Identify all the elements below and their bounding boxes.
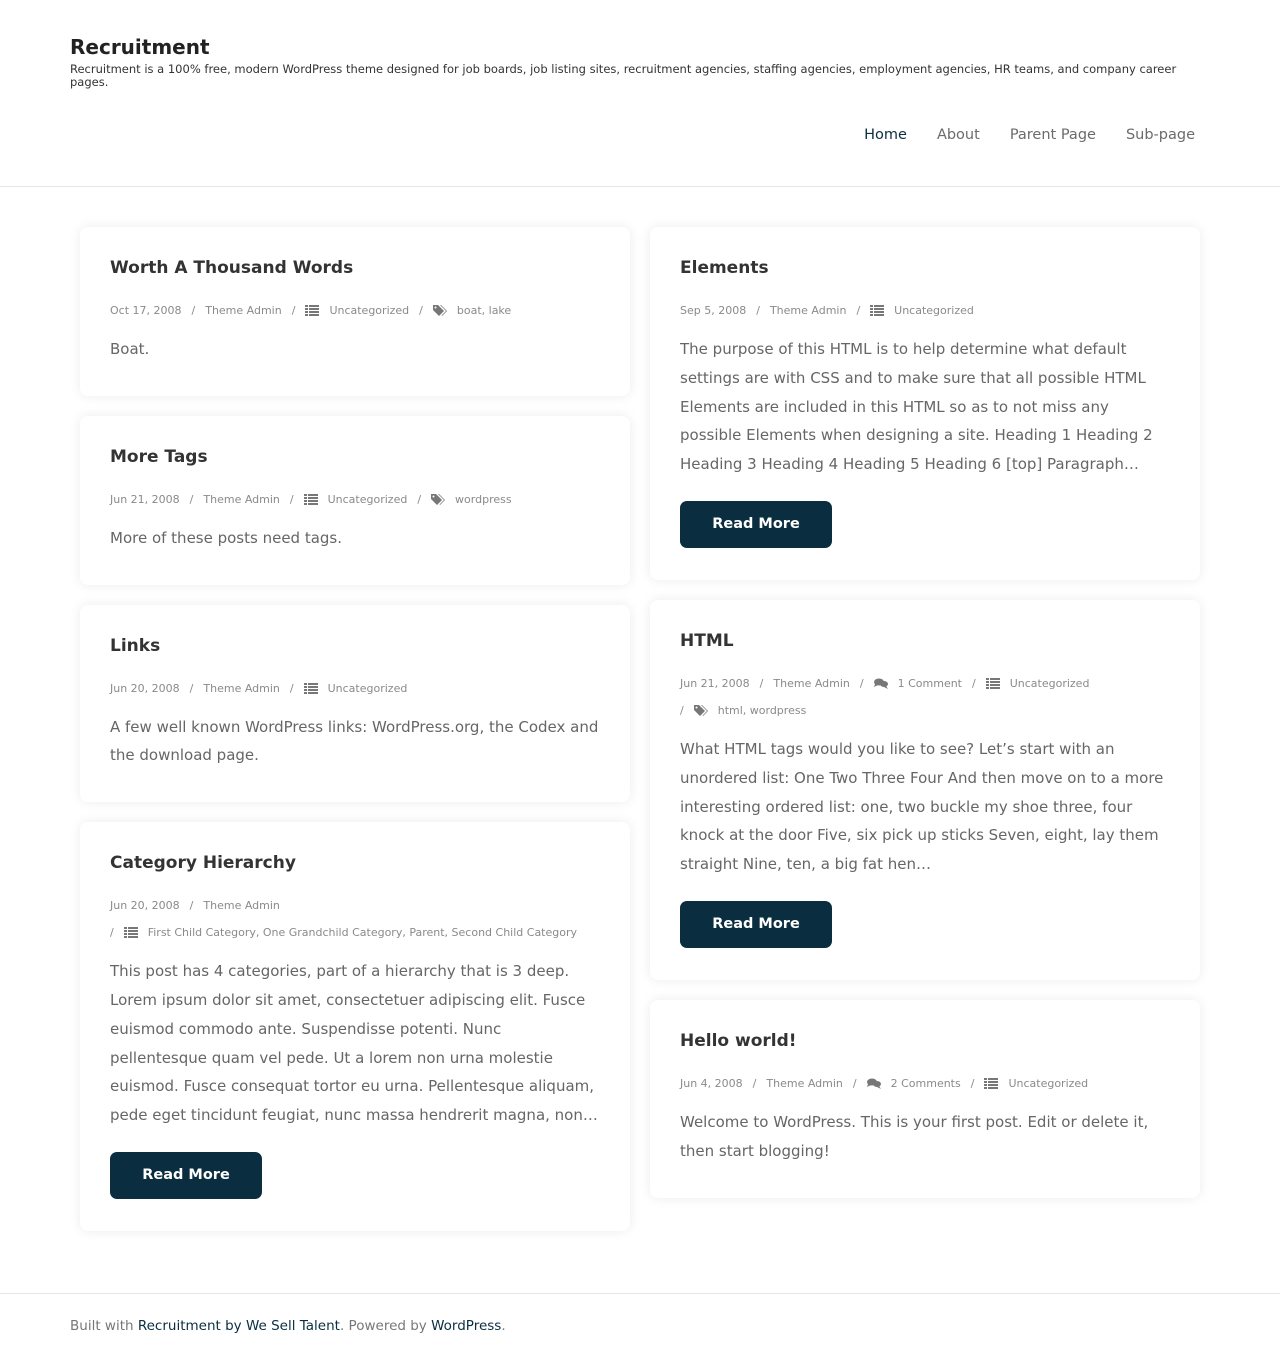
- post-date[interactable]: Jun 20, 2008: [110, 899, 180, 913]
- post-categories[interactable]: Uncategorized: [327, 492, 408, 506]
- meta-separator: /: [291, 304, 296, 317]
- post-categories[interactable]: First Child Category, One Grandchild Category, Parent, Second Child Category: [147, 926, 578, 940]
- post-date[interactable]: Jun 21, 2008: [110, 492, 180, 506]
- post-date[interactable]: Jun 21, 2008: [680, 676, 750, 690]
- post-author[interactable]: Theme Admin: [205, 304, 282, 317]
- meta-separator: /: [970, 1076, 975, 1090]
- post-meta: [110, 892, 600, 946]
- meta-separator: /: [972, 676, 976, 690]
- post-title[interactable]: More Tags: [110, 446, 208, 467]
- meta-separator: /: [189, 492, 194, 506]
- site-footer: [0, 1293, 1280, 1359]
- post-author[interactable]: Theme Admin: [773, 676, 850, 690]
- post-excerpt: What HTML tags would you like to see? Let’s start with an unordered list: One Two Three Four And then move on to a more interesting ordered list: one, two buckle my shoe three, four knock at the door Five, six pick up sticks Seven, eight, lay them straight Nine, ten, a big fat hen…: [680, 739, 1164, 874]
- main-nav: [864, 127, 1195, 143]
- meta-separator: /: [852, 1076, 857, 1090]
- comments-icon: [874, 678, 888, 689]
- tags-icon: [433, 305, 447, 316]
- site-description: Recruitment is a 100% free, modern WordPress theme designed for job boards, job listing sites, recruitment agencies, staffing agencies, employment agencies, HR teams, and company career pages.: [70, 62, 1177, 89]
- post-categories[interactable]: Uncategorized: [329, 304, 410, 317]
- list-icon: [986, 678, 1000, 689]
- post-author[interactable]: Theme Admin: [203, 681, 280, 695]
- nav-item-sub-page[interactable]: Sub-page: [1125, 127, 1195, 143]
- meta-separator: /: [289, 681, 294, 695]
- post-comments[interactable]: 2 Comments: [890, 1076, 961, 1090]
- list-icon: [304, 494, 318, 505]
- post-categories[interactable]: Uncategorized: [894, 304, 974, 317]
- list-icon: [870, 305, 884, 316]
- post-meta: [110, 297, 600, 324]
- post-card: [650, 227, 1200, 580]
- list-icon: [124, 927, 138, 938]
- meta-separator: /: [859, 676, 864, 690]
- post-meta: [680, 1070, 1170, 1097]
- post-card: [80, 227, 630, 396]
- post-card: [650, 1000, 1200, 1198]
- post-author[interactable]: Theme Admin: [203, 899, 280, 913]
- post-excerpt: The purpose of this HTML is to help determine what default settings are with CSS and to make sure that all possible HTML Elements are included in this HTML so as to not miss any possible Elements when designing a site. Heading 1 Heading 2 Heading 3 Heading 4 Heading 5 Heading 6 [top] Paragraph…: [680, 340, 1153, 474]
- footer-suffix: .: [501, 1318, 506, 1334]
- footer-wordpress-link[interactable]: WordPress: [431, 1318, 502, 1334]
- post-excerpt: More of these posts need tags.: [110, 528, 343, 547]
- nav-item-parent-page[interactable]: Parent Page: [1009, 127, 1096, 143]
- tags-icon: [694, 705, 708, 716]
- post-excerpt: Welcome to WordPress. This is your first post. Edit or delete it, then start blogging!: [680, 1112, 1149, 1160]
- post-card: [650, 600, 1200, 980]
- read-more-button[interactable]: Read More: [110, 1152, 262, 1199]
- site-header: [0, 0, 1280, 187]
- comments-icon: [867, 1078, 881, 1089]
- post-meta: [680, 297, 1170, 324]
- footer-theme-link[interactable]: Recruitment by We Sell Talent: [137, 1318, 340, 1334]
- post-title[interactable]: Links: [110, 635, 161, 656]
- post-comments[interactable]: 1 Comment: [897, 676, 962, 690]
- post-excerpt: Boat.: [110, 340, 150, 358]
- post-title[interactable]: Category Hierarchy: [110, 853, 296, 874]
- nav-item-about[interactable]: About: [936, 127, 980, 143]
- footer-credits: [70, 1318, 506, 1334]
- footer-middle: . Powered by: [339, 1318, 432, 1334]
- post-tags[interactable]: html, wordpress: [717, 703, 807, 717]
- meta-separator: /: [752, 1076, 757, 1090]
- footer-prefix: Built with: [70, 1318, 138, 1334]
- list-icon: [304, 683, 318, 694]
- post-tags[interactable]: boat, lake: [456, 304, 512, 317]
- meta-separator: /: [856, 304, 861, 317]
- post-excerpt: This post has 4 categories, part of a hierarchy that is 3 deep. Lorem ipsum dolor sit amet, consectetuer adipiscing elit. Fusce euismod commodo ante. Suspendisse potenti. Nunc pellentesque quam vel pede. Ut a lorem non urna molestie euismod. Fusce consequat tortor eu urna. Pellentesque aliquam, pede eget tincidunt feugiat, nunc massa hendrerit magna, non…: [110, 962, 598, 1125]
- read-more-button[interactable]: Read More: [680, 501, 832, 548]
- meta-separator: /: [289, 492, 294, 506]
- post-title[interactable]: Hello world!: [680, 1030, 797, 1051]
- read-more-button[interactable]: Read More: [680, 901, 832, 948]
- post-date[interactable]: Jun 4, 2008: [680, 1076, 743, 1090]
- post-categories[interactable]: Uncategorized: [1009, 676, 1090, 690]
- meta-separator: /: [417, 492, 422, 506]
- post-categories[interactable]: Uncategorized: [1008, 1076, 1089, 1090]
- post-author[interactable]: Theme Admin: [769, 304, 847, 317]
- post-card: [80, 605, 630, 803]
- meta-separator: /: [189, 681, 194, 695]
- post-categories[interactable]: Uncategorized: [327, 681, 408, 695]
- nav-item-home[interactable]: Home: [864, 127, 907, 143]
- meta-separator: /: [756, 304, 760, 317]
- post-author[interactable]: Theme Admin: [203, 492, 280, 506]
- post-date[interactable]: Jun 20, 2008: [110, 681, 180, 695]
- meta-separator: /: [110, 926, 114, 940]
- post-date[interactable]: Sep 5, 2008: [680, 304, 747, 317]
- meta-separator: /: [189, 899, 194, 913]
- post-author[interactable]: Theme Admin: [766, 1076, 843, 1090]
- post-excerpt: A few well known WordPress links: WordPress.org, the Codex and the download page.: [110, 717, 599, 765]
- meta-separator: /: [759, 676, 764, 690]
- post-tags[interactable]: wordpress: [455, 492, 512, 506]
- site-title[interactable]: Recruitment: [70, 35, 210, 59]
- meta-separator: /: [419, 304, 423, 317]
- post-title[interactable]: Worth A Thousand Words: [110, 258, 354, 278]
- list-icon: [305, 305, 319, 316]
- posts-column-right: [650, 227, 1200, 1218]
- meta-separator: /: [191, 304, 196, 317]
- post-title[interactable]: HTML: [680, 630, 734, 651]
- post-meta: [110, 675, 600, 702]
- list-icon: [984, 1078, 998, 1089]
- post-card: [80, 822, 630, 1231]
- post-card: [80, 416, 630, 585]
- post-title[interactable]: Elements: [680, 258, 769, 278]
- post-date[interactable]: Oct 17, 2008: [110, 304, 182, 317]
- meta-separator: /: [680, 703, 684, 717]
- tags-icon: [431, 494, 445, 505]
- posts-column-left: [80, 227, 630, 1251]
- post-meta: [680, 670, 1170, 724]
- post-meta: [110, 486, 600, 513]
